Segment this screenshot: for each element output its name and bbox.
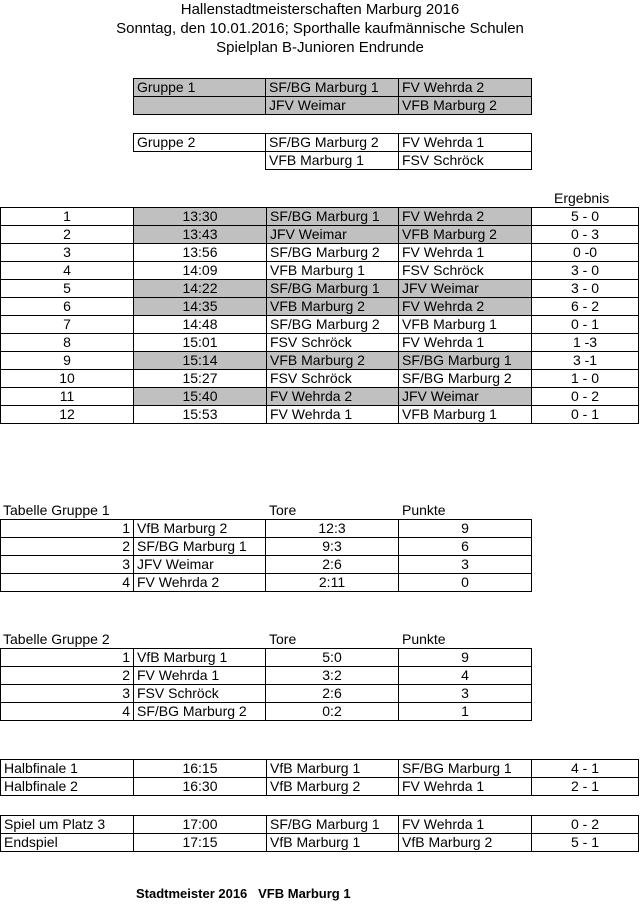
- standings-row: [1, 685, 532, 703]
- match-home-team: FV Wehrda 1: [267, 406, 399, 424]
- standings-team: FV Wehrda 2: [134, 574, 266, 592]
- knockout-row: [1, 834, 639, 852]
- champion-team: VFB Marburg 1: [258, 886, 351, 901]
- standings-points: 9: [399, 520, 532, 538]
- knockout-result: 5 - 1: [532, 834, 639, 852]
- group-team: SF/BG Marburg 2: [266, 134, 399, 152]
- match-away-team: FV Wehrda 1: [399, 244, 532, 262]
- match-result: 0 - 3: [532, 226, 639, 244]
- match-number: 6: [1, 298, 134, 316]
- knockout-away-team: FV Wehrda 1: [399, 778, 532, 796]
- standings-goals: 9:3: [266, 538, 399, 556]
- match-away-team: VFB Marburg 2: [399, 226, 532, 244]
- standings-goals: 3:2: [266, 667, 399, 685]
- match-away-team: JFV Weimar: [399, 388, 532, 406]
- group-team: FV Wehrda 2: [399, 79, 532, 97]
- group-label-empty: [134, 97, 266, 115]
- match-away-team: FV Wehrda 2: [399, 298, 532, 316]
- match-row: [1, 352, 639, 370]
- standings-goals: 5:0: [266, 649, 399, 667]
- standings-1-points-header: Punkte: [402, 502, 446, 518]
- match-result: 1 -3: [532, 334, 639, 352]
- match-row: [1, 388, 639, 406]
- match-home-team: SF/BG Marburg 2: [267, 244, 399, 262]
- group-team: VFB Marburg 2: [399, 97, 532, 115]
- knockout-row: [1, 778, 639, 796]
- match-result: 0 - 1: [532, 406, 639, 424]
- standings-2-points-header: Punkte: [402, 631, 446, 647]
- match-away-team: VFB Marburg 1: [399, 406, 532, 424]
- knockout-time: 17:15: [134, 834, 267, 852]
- match-time: 15:53: [134, 406, 267, 424]
- match-result: 0 -0: [532, 244, 639, 262]
- match-time: 13:43: [134, 226, 267, 244]
- match-home-team: JFV Weimar: [267, 226, 399, 244]
- group-team: FSV Schröck: [399, 152, 532, 170]
- standings-team: FSV Schröck: [134, 685, 266, 703]
- match-result: 3 -1: [532, 352, 639, 370]
- match-result: 3 - 0: [532, 262, 639, 280]
- match-time: 14:48: [134, 316, 267, 334]
- knockout-row: [1, 816, 639, 834]
- match-home-team: SF/BG Marburg 2: [267, 316, 399, 334]
- group-1-table: [133, 78, 532, 115]
- standings-1-goals-header: Tore: [269, 502, 297, 518]
- page-title: Hallenstadtmeisterschaften Marburg 2016: [180, 1, 460, 18]
- match-row: [1, 334, 639, 352]
- match-number: 8: [1, 334, 134, 352]
- knockout-home-team: VfB Marburg 2: [267, 778, 399, 796]
- standings-rank: 3: [1, 556, 134, 574]
- match-away-team: FV Wehrda 1: [399, 334, 532, 352]
- knockout-label: Halbfinale 2: [1, 778, 134, 796]
- standings-team: SF/BG Marburg 1: [134, 538, 266, 556]
- knockout-away-team: VfB Marburg 2: [399, 834, 532, 852]
- standings-rank: 4: [1, 574, 134, 592]
- schedule-table: [0, 207, 639, 424]
- match-time: 15:27: [134, 370, 267, 388]
- knockout-away-team: FV Wehrda 1: [399, 816, 532, 834]
- match-number: 1: [1, 208, 134, 226]
- standings-points: 9: [399, 649, 532, 667]
- match-row: [1, 316, 639, 334]
- group-team: VFB Marburg 1: [266, 152, 399, 170]
- knockout-result: 4 - 1: [532, 760, 639, 778]
- standings-rank: 4: [1, 703, 134, 721]
- standings-team: SF/BG Marburg 2: [134, 703, 266, 721]
- group-row: [134, 134, 532, 152]
- standings-goals: 2:11: [266, 574, 399, 592]
- standings-2-table: [0, 648, 532, 721]
- standings-row: [1, 703, 532, 721]
- group-team: JFV Weimar: [266, 97, 399, 115]
- match-home-team: VFB Marburg 2: [267, 352, 399, 370]
- standings-row: [1, 649, 532, 667]
- standings-points: 3: [399, 556, 532, 574]
- match-home-team: FV Wehrda 2: [267, 388, 399, 406]
- match-time: 14:22: [134, 280, 267, 298]
- match-away-team: FV Wehrda 2: [399, 208, 532, 226]
- standings-rank: 2: [1, 667, 134, 685]
- group-2-table: [133, 133, 532, 170]
- match-number: 12: [1, 406, 134, 424]
- page-subtitle-plan: Spielplan B-Junioren Endrunde: [216, 39, 424, 56]
- result-column-header: Ergebnis: [554, 190, 610, 206]
- match-home-team: SF/BG Marburg 1: [267, 208, 399, 226]
- standings-team: FV Wehrda 1: [134, 667, 266, 685]
- match-home-team: SF/BG Marburg 1: [267, 280, 399, 298]
- match-number: 3: [1, 244, 134, 262]
- match-result: 0 - 2: [532, 388, 639, 406]
- group-label: Gruppe 2: [134, 134, 266, 152]
- group-label: Gruppe 1: [134, 79, 266, 97]
- standings-points: 0: [399, 574, 532, 592]
- match-home-team: FSV Schröck: [267, 370, 399, 388]
- match-row: [1, 208, 639, 226]
- knockout-home-team: SF/BG Marburg 1: [267, 816, 399, 834]
- group-team: SF/BG Marburg 1: [266, 79, 399, 97]
- standings-points: 6: [399, 538, 532, 556]
- knockout-result: 0 - 2: [532, 816, 639, 834]
- standings-goals: 2:6: [266, 685, 399, 703]
- match-time: 15:40: [134, 388, 267, 406]
- match-row: [1, 280, 639, 298]
- match-home-team: FSV Schröck: [267, 334, 399, 352]
- match-result: 6 - 2: [532, 298, 639, 316]
- match-time: 14:09: [134, 262, 267, 280]
- standings-row: [1, 667, 532, 685]
- match-number: 7: [1, 316, 134, 334]
- match-number: 10: [1, 370, 134, 388]
- match-number: 5: [1, 280, 134, 298]
- match-number: 11: [1, 388, 134, 406]
- standings-team: JFV Weimar: [134, 556, 266, 574]
- standings-1-table: [0, 519, 532, 592]
- standings-2-goals-header: Tore: [269, 631, 297, 647]
- standings-row: [1, 574, 532, 592]
- match-time: 14:35: [134, 298, 267, 316]
- match-row: [1, 244, 639, 262]
- standings-points: 1: [399, 703, 532, 721]
- knockout-result: 2 - 1: [532, 778, 639, 796]
- match-row: [1, 262, 639, 280]
- match-time: 15:14: [134, 352, 267, 370]
- match-away-team: VFB Marburg 1: [399, 316, 532, 334]
- match-away-team: SF/BG Marburg 1: [399, 352, 532, 370]
- standings-team: VfB Marburg 2: [134, 520, 266, 538]
- knockout-label: Spiel um Platz 3: [1, 816, 134, 834]
- standings-1-title: Tabelle Gruppe 1: [3, 502, 110, 518]
- knockout-label: Halbfinale 1: [1, 760, 134, 778]
- match-time: 15:01: [134, 334, 267, 352]
- semifinals-table: [0, 759, 639, 796]
- knockout-time: 16:15: [134, 760, 267, 778]
- match-row: [1, 226, 639, 244]
- standings-team: VfB Marburg 1: [134, 649, 266, 667]
- match-time: 13:30: [134, 208, 267, 226]
- match-home-team: VFB Marburg 2: [267, 298, 399, 316]
- standings-rank: 1: [1, 649, 134, 667]
- knockout-time: 16:30: [134, 778, 267, 796]
- match-result: 0 - 1: [532, 316, 639, 334]
- champion-line: [136, 886, 351, 901]
- standings-points: 3: [399, 685, 532, 703]
- standings-row: [1, 556, 532, 574]
- match-row: [1, 298, 639, 316]
- standings-goals: 0:2: [266, 703, 399, 721]
- match-number: 4: [1, 262, 134, 280]
- match-number: 2: [1, 226, 134, 244]
- match-result: 1 - 0: [532, 370, 639, 388]
- group-row: [134, 97, 532, 115]
- match-away-team: SF/BG Marburg 2: [399, 370, 532, 388]
- group-row: [134, 152, 532, 170]
- standings-rank: 1: [1, 520, 134, 538]
- knockout-home-team: VfB Marburg 1: [267, 834, 399, 852]
- match-away-team: JFV Weimar: [399, 280, 532, 298]
- match-number: 9: [1, 352, 134, 370]
- knockout-label: Endspiel: [1, 834, 134, 852]
- group-team: FV Wehrda 1: [399, 134, 532, 152]
- match-result: 5 - 0: [532, 208, 639, 226]
- page-subtitle-date: Sonntag, den 10.01.2016; Sporthalle kaufmännische Schulen: [116, 20, 524, 37]
- match-home-team: VFB Marburg 1: [267, 262, 399, 280]
- standings-goals: 2:6: [266, 556, 399, 574]
- standings-2-title: Tabelle Gruppe 2: [3, 631, 110, 647]
- standings-row: [1, 538, 532, 556]
- standings-points: 4: [399, 667, 532, 685]
- standings-rank: 3: [1, 685, 134, 703]
- finals-table: [0, 815, 639, 852]
- champion-label: Stadtmeister 2016: [136, 886, 248, 901]
- knockout-time: 17:00: [134, 816, 267, 834]
- match-time: 13:56: [134, 244, 267, 262]
- standings-row: [1, 520, 532, 538]
- knockout-away-team: SF/BG Marburg 1: [399, 760, 532, 778]
- match-row: [1, 406, 639, 424]
- standings-goals: 12:3: [266, 520, 399, 538]
- knockout-row: [1, 760, 639, 778]
- standings-rank: 2: [1, 538, 134, 556]
- group-row: [134, 79, 532, 97]
- match-away-team: FSV Schröck: [399, 262, 532, 280]
- knockout-home-team: VfB Marburg 1: [267, 760, 399, 778]
- match-result: 3 - 0: [532, 280, 639, 298]
- match-row: [1, 370, 639, 388]
- group-label-empty: [134, 152, 266, 170]
